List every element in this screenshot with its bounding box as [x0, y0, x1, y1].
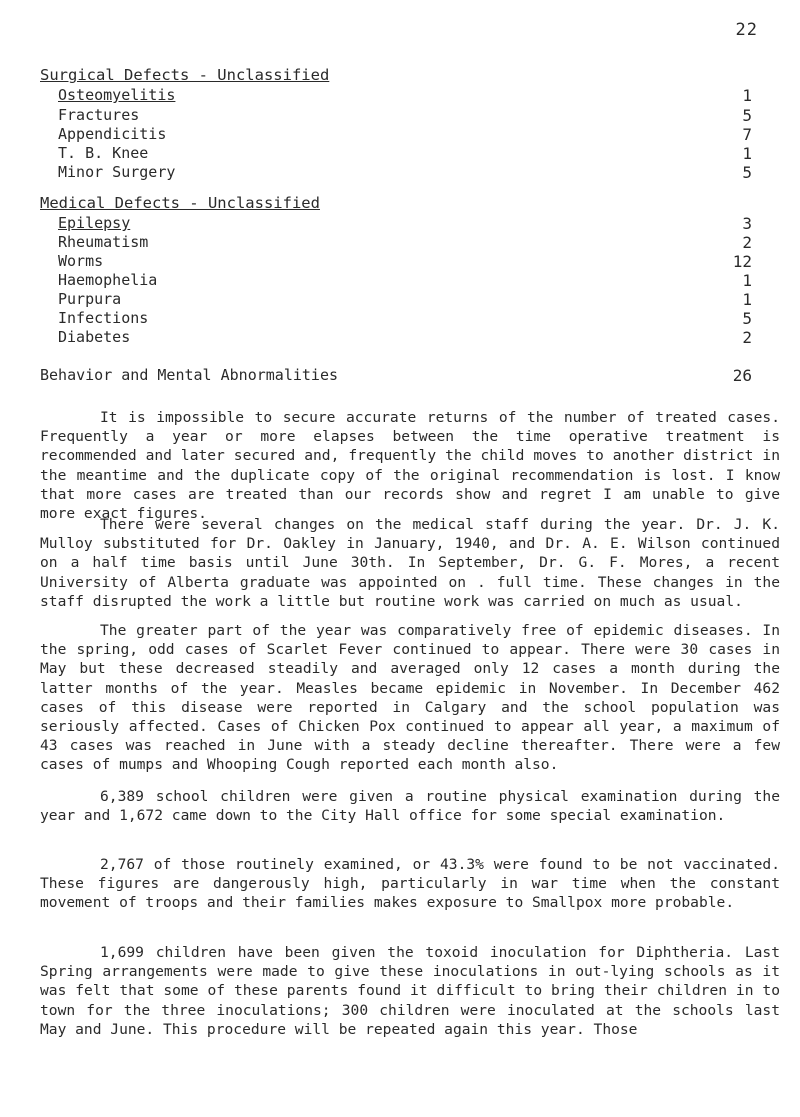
- item-label: Diabetes: [58, 328, 131, 346]
- list-item: [0, 290, 800, 310]
- item-value: 12: [732, 252, 752, 271]
- item-label: Fractures: [58, 106, 140, 124]
- list-item: [0, 144, 800, 164]
- list-item: [0, 214, 800, 234]
- page-number: 22: [735, 20, 758, 40]
- behavior-value: 26: [732, 366, 752, 385]
- item-value: 3: [742, 214, 752, 233]
- list-item: [0, 328, 800, 348]
- item-label: Purpura: [58, 290, 122, 308]
- item-label: Minor Surgery: [58, 163, 176, 181]
- list-item: [0, 233, 800, 253]
- paragraph: 2,767 of those routinely examined, or 43.3% were found to be not vaccinated. These figures are dangerously high, particularly in war time when the constant movement of troops and their families makes exposure to Smallpox more probable.: [40, 856, 780, 912]
- paragraph: There were several changes on the medical staff during the year. Dr. J. K. Mulloy substituted for Dr. Oakley in January, 1940, and Dr. A. E. Wilson continued on a half time basis until June 30th. In September, Dr. G. F. Mores, a recent University of Alberta graduate was appointed on . full time. These changes in the staff disrupted the work a little but routine work was carried on much as usual.: [40, 516, 780, 610]
- item-label: Rheumatism: [58, 233, 149, 251]
- item-value: 1: [742, 144, 752, 163]
- item-value: 7: [742, 125, 752, 144]
- item-label: Osteomyelitis: [58, 86, 176, 104]
- item-value: 2: [742, 233, 752, 252]
- surgical-defects-heading: Surgical Defects - Unclassified: [40, 66, 330, 84]
- item-value: 5: [742, 163, 752, 182]
- paragraph: It is impossible to secure accurate returns of the number of treated cases. Frequently a year or more elapses between the time operative treatment is recommended and later secured and, frequently the child moves to another district in the meantime and the duplicate copy of the original recommendation is lost. I know that more cases are treated than our records show and regret I am unable to give more exact figures.: [40, 409, 780, 523]
- item-label: T. B. Knee: [58, 144, 149, 162]
- list-item: [0, 86, 800, 106]
- item-label: Infections: [58, 309, 149, 327]
- item-label: Epilepsy: [58, 214, 131, 232]
- list-item: [0, 309, 800, 329]
- list-item: [0, 252, 800, 272]
- item-value: 1: [742, 271, 752, 290]
- list-item: [0, 106, 800, 126]
- item-value: 5: [742, 309, 752, 328]
- behavior-label: Behavior and Mental Abnormalities: [40, 366, 339, 384]
- item-value: 1: [742, 290, 752, 309]
- item-label: Appendicitis: [58, 125, 167, 143]
- paragraph: The greater part of the year was comparatively free of epidemic diseases. In the spring, odd cases of Scarlet Fever continued to appear. There were 30 cases in May but these decreased steadily and averaged only 12 cases a month during the latter months of the year. Measles became epidemic in November. In December 462 cases of this disease were reported in Calgary and the school population was seriously affected. Cases of Chicken Pox continued to appear all year, a maximum of 43 cases was reached in June with a steady decline thereafter. There were a few cases of mumps and Whooping Cough reported each month also.: [40, 622, 780, 774]
- medical-defects-heading: Medical Defects - Unclassified: [40, 194, 320, 212]
- item-value: 1: [742, 86, 752, 105]
- item-value: 2: [742, 328, 752, 347]
- item-value: 5: [742, 106, 752, 125]
- paragraph: 6,389 school children were given a routine physical examination during the year and 1,672 came down to the City Hall office for some special examination.: [40, 788, 780, 825]
- item-label: Haemophelia: [58, 271, 158, 289]
- item-label: Worms: [58, 252, 104, 270]
- list-item: [0, 125, 800, 145]
- list-item: [0, 271, 800, 291]
- list-item: [0, 163, 800, 183]
- paragraph: 1,699 children have been given the toxoid inoculation for Diphtheria. Last Spring arrangements were made to give these inoculations in out-lying schools as it was felt that some of these parents found it difficult to bring their children in to town for the three inoculations; 300 children were inoculated at the schools last May and June. This procedure will be repeated again this year. Those: [40, 944, 780, 1038]
